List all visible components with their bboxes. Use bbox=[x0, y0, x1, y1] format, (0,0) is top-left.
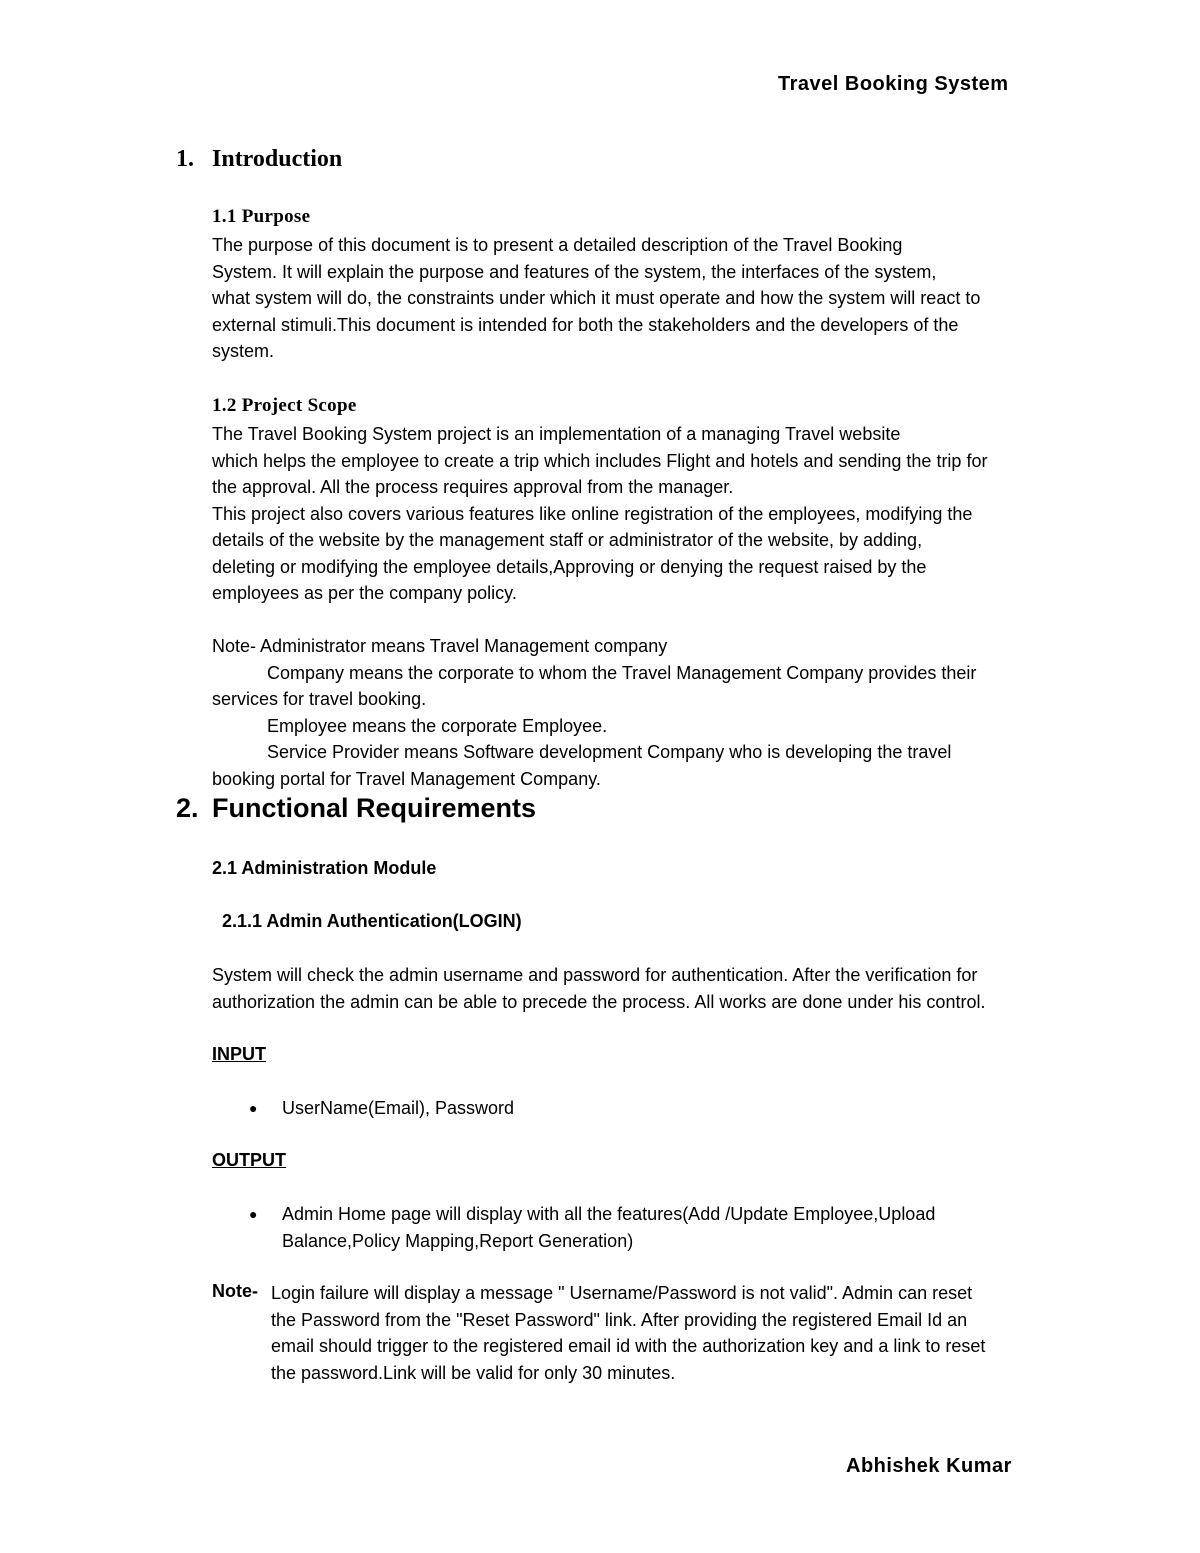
scope-line: which helps the employee to create a trip which includes Flight and hotels and sending the trip for bbox=[212, 450, 988, 471]
output-bullet-text bbox=[282, 1201, 935, 1254]
admin-module-heading: 2.1 Administration Module bbox=[212, 858, 437, 878]
login-note-line: email should trigger to the registered email id with the authorization key and a link to reset bbox=[271, 1336, 986, 1356]
auth-paragraph bbox=[212, 962, 985, 1015]
auth-line: authorization the admin can be able to precede the process. All works are done under his control. bbox=[212, 991, 986, 1012]
section-1-title: Introduction bbox=[212, 146, 343, 172]
input-bullet-text: UserName(Email), Password bbox=[282, 1098, 515, 1118]
scope-heading: 1.2 Project Scope bbox=[212, 395, 357, 416]
scope-line: details of the website by the management staff or administrator of the website, by adding, bbox=[212, 530, 923, 550]
login-note-line: Login failure will display a message " Username/Password is not valid". Admin can reset bbox=[271, 1283, 973, 1303]
bullet-icon: ● bbox=[249, 1206, 258, 1222]
scope-line: deleting or modifying the employee details,Approving or denying the request raised by the bbox=[212, 556, 927, 577]
bullet-icon: ● bbox=[249, 1100, 258, 1116]
scope-line: the approval. All the process requires approval from the manager. bbox=[212, 477, 734, 497]
note-line: booking portal for Travel Management Company. bbox=[212, 768, 601, 789]
note-line: Company means the corporate to whom the Travel Management Company provides their bbox=[267, 662, 977, 683]
page-header-title: Travel Booking System bbox=[778, 73, 1009, 95]
page-footer-author: Abhishek Kumar bbox=[846, 1455, 1012, 1477]
purpose-line: what system will do, the constraints under which it must operate and how the system will react to bbox=[212, 288, 981, 308]
definitions-note bbox=[212, 633, 976, 792]
output-label: OUTPUT bbox=[212, 1150, 286, 1170]
scope-line: This project also covers various features like online registration of the employees, modifying the bbox=[212, 503, 973, 524]
login-note-label: Note- bbox=[212, 1281, 258, 1301]
purpose-paragraph bbox=[212, 232, 980, 365]
section-1-number: 1. bbox=[176, 146, 194, 172]
note-line: Service Provider means Software development Company who is developing the travel bbox=[267, 742, 952, 762]
output-line: Balance,Policy Mapping,Report Generation) bbox=[282, 1230, 634, 1251]
purpose-line: external stimuli.This document is intended for both the stakeholders and the developers of the bbox=[212, 314, 959, 335]
section-2-number: 2. bbox=[176, 793, 199, 823]
output-line: Admin Home page will display with all the features(Add /Update Employee,Upload bbox=[282, 1204, 936, 1224]
scope-line: The Travel Booking System project is an implementation of a managing Travel website bbox=[212, 424, 901, 444]
section-2-title: Functional Requirements bbox=[212, 793, 537, 823]
purpose-line: The purpose of this document is to present a detailed description of the Travel Booking bbox=[212, 235, 903, 255]
login-note-paragraph bbox=[271, 1280, 985, 1386]
purpose-line: System. It will explain the purpose and features of the system, the interfaces of the system, bbox=[212, 261, 937, 282]
note-line: Note- Administrator means Travel Management company bbox=[212, 636, 668, 656]
note-line: services for travel booking. bbox=[212, 689, 427, 709]
input-label: INPUT bbox=[212, 1044, 266, 1064]
scope-line: employees as per the company policy. bbox=[212, 583, 517, 603]
purpose-heading: 1.1 Purpose bbox=[212, 206, 311, 227]
login-note-line: the password.Link will be valid for only 30 minutes. bbox=[271, 1362, 676, 1383]
admin-auth-heading: 2.1.1 Admin Authentication(LOGIN) bbox=[222, 911, 522, 931]
auth-line: System will check the admin username and password for authentication. After the verification for bbox=[212, 965, 978, 985]
scope-paragraph bbox=[212, 421, 987, 607]
purpose-line: system. bbox=[212, 341, 275, 361]
login-note-line: the Password from the "Reset Password" link. After providing the registered Email Id an bbox=[271, 1309, 968, 1330]
note-line: Employee means the corporate Employee. bbox=[267, 715, 608, 736]
